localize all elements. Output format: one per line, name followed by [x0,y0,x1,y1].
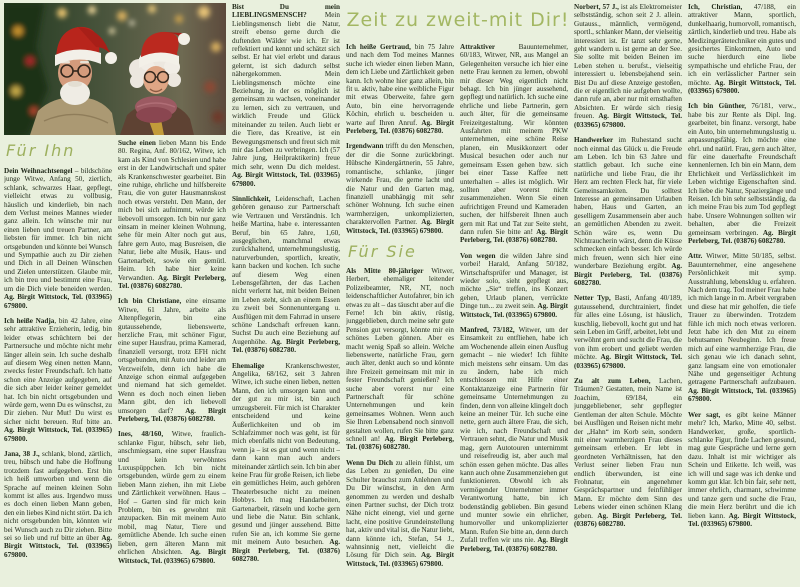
classified-ad: Norbert, 57 J., ist als Elektromeister selbstständig, schon seit 2 J. allein. Gutauss., männlich, vermögend, sportl., schlanker Mann, der vielseitig interessiert ist. Er tanzt sehr gerne, geht wandern u. ist gerne an der See. Sie sollte mit beiden Beinen im Leben stehen u. berufst., vielseitig interessiert u. lebensbejahend sein. Bist Du auf diese Anzeige gestoßen, die er eigentlich nie aufgeben wollte, dann rufe an, aber nur mit ernsthaften Absichten. Er würde sich riesig freuen. Ag. Birgit Wittstock, Tel. (033965) 679800. [574,3,682,129]
ad-lead: Als Mitte 80-jähriger [346,266,424,275]
column-5 [460,3,568,584]
classified-ad: Ich, Christian, 47/188, ein attraktiver Mann, sportlich, dunkelhaarig, humorvoll, romantisch, zärtlich, kinderlieb und treu. Habe als Medizingerätetechniker ein gutes und gesichertes Einkommen, Auto und suche hierdurch eine liebe sympathische und ehrliche Frau, der ich ein verlässlicher Partner sein möchte. Ag. Birgit Wittstock, Tel. (033965) 679800. [688,3,796,96]
ad-agency-contact: Ag. Birgit Wittstock, Tel. (033965) 679800. [346,551,454,568]
ad-lead: Wenn Du Dich [346,458,393,467]
classified-ad: Ich heiße Gertraud, bin 75 Jahre und nach dem Tod meines Mannes suche ich wieder einen lieben Mann, dem ich Liebe und Zärtlichkeit geben kann. Ich wohne hier ganz allein, bin fit u. aktiv, habe eine weibliche Figur mit etwas Oberweite, fahre gern Auto, bin eine hervorragende Köchin, ehrlich u. bescheiden u. warte auf Ihren Anruf. Ag. Birgit Perleberg, Tel. (03876) 6082780. [346,43,454,136]
ad-agency-contact: Ag. Birgit Perleberg, Tel. (03876) 6082780. [688,228,796,245]
ad-agency-contact: Ag. Birgit Wittstock, Tel. (033965) 679800. [4,293,112,310]
classified-ad: Wenn Du Dich zu allein fühlst, um das Leben zu genießen, Du eine Schulter brauchst zum Anlehnen und Du Dir wünschst, in den Arm genommen zu werden und deshalb einen Partner suchst, der Dich trotz Nähe nicht einengt, viel und gerne lacht, eine positive Grundeinstellung hat, aktiv und vital ist, die Natur liebt, dann könnte ich, Stefan, 54 J., wahnsinnig nett, vielleicht die Lösung für Dich sein. Ag. Birgit Wittstock, Tel. (033965) 679800. [346,458,454,568]
classified-ad: Irgendwann trifft du den Menschen, der dir die Sonne zurückbringt. Hübsche Kindergärtnerin, 55 Jahre, romantische, schlanke, jünger wirkende Frau, die gerne lacht und die Natur und den Garten mag, finanziell unabhängig mit sehr schöner Wohnung. Ich suche einen warmherzigen, unkomplizierten, charaktervollen Partner. Ag. Birgit Wittstock, Tel. (033965) 679800. [346,142,454,235]
ad-lead: Manfred, 73/182, [460,326,515,334]
ad-lead: Wer sagt, [688,410,721,419]
ad-agency-contact: Ag. Birgit Wittstock, Tel. (033965) 679800. [346,218,454,235]
classified-ad: Ich heiße Nadja, bin 42 Jahre, eine sehr attraktive Erzieherin, ledig, bin leider etwas schüchtern bei der Partnersuche und möchte nicht mehr länger allein sein. Ich suche deshalb auf diesem Weg einen netten Mann, zwecks fester Freundschaft. Ich hatte schon eine Anzeige aufgegeben, auf die sich aber leider keiner gemeldet hat. Ich bin nicht ortsgebunden und würde gern, wenn Du es wünschst, zu Dir ziehen. Nur Mut! Du wirst es sicher nicht bereuen. Ruf bitte an. Ag. Birgit Wittstock, Tel. (033965) 679800. [4,316,112,443]
column-6 [574,3,682,584]
page-title: Zeit zu zweit-mit Dir! [346,9,570,31]
classified-ad: Bist Du mein LIEBLINGSMENSCH? Mein Lieblingsmensch liebt die Natur, streift ebenso gerne durch die duftenden Wälder wie ich. Er ist reflektiert und kennt und schätzt sich selbst. Er hat viel erlebt und daraus gelernt, ist sich dadurch selbst nähergekommen. Mein Lieblingsmensch möchte eine Beziehung, in der es möglich ist gemeinsam zu wachsen, voneinander zu lernen, sich zu vertrauen, und wirklich Freude und Glück miteinander zu teilen. Auch liebt er die Tiere, das Kreative, ist ein Bewegungsmensch und freut sich mit mir das Leben zu verbringen. Ich (57 Jahre jung, Heilpraktikerin) freue mich sehr, wenn Du dich meldest. Ag. Birgit Wittstock, Tel. (033965) 679800. [232,3,340,188]
ad-lead: Jana, 38 J., [4,450,40,458]
ad-lead: Handwerker [574,136,614,145]
ad-agency-contact: Ag. Birgit Perleberg, Tel. (03876) 6082780. [346,435,454,452]
ad-agency-contact: Ag. Birgit Wittstock, Tel. (033965) 679800. [4,426,112,443]
column-4 [346,3,454,584]
ad-agency-contact: Ag. Birgit Wittstock, Tel. (033965) 679800. [574,353,682,370]
ad-lead: Sinnlichkeit, [232,194,271,203]
ad-agency-contact: Ag. Birgit Wittstock, Tel. (033965) 679800. [688,78,796,96]
ad-agency-contact: Ag. Birgit Perleberg, Tel. (03876) 6082780. [574,511,682,528]
classified-ad: Handwerker im Ruhestand sucht noch einmal das Glück u. die Freude am Leben. Ich bin 63 Jahre und stattlich gebaut. Ich suche eine natürliche und liebe Frau, die ihr Herz am rechten Fleck hat, für viele Gemeinsamkeiten. Du solltest Interesse an gemeinsamen Urlauben haben, Haus und Garten, an geselligem Zusammensein aber auch an gemütlichen Abenden zu zweit. Schön wäre es, wenn Du Nichtraucherin wärst, denn die Küsse schmecken einfach besser. Ich würde mich freuen, wenn sich hier eine wunderbare Beziehung ergibt. Ag. Birgit Perleberg, Tel. (03876) 6082780. [574,136,682,287]
classified-ad: Ehemalige Krankenschwester, Angelika, 68/162, seit 3 Jahren Witwe, ich suche einen lieben, netten Mann, den ich umsorgen kann und der gut zu mir ist, bin auch umzugsbereit. Für mich ist Charakter entscheidend und keine Äußerlichkeiten und ob im Schlafzimmer noch was geht, ist für mich ebenfalls nicht von Bedeutung, wenn ja – ist es gut und wenn nicht – dann kann man auch anders miteinander zärtlich sein. Ich bin aber keine Frau für große Reisen, ich liebe ein gemütliches Heim, auch gehören Theaterbesuche nicht zu meinen Hobbys. Ich mag Handarbeiten, Gartenarbeit, rätseln und koche gern und liebe die Natur. Bin schlank, gesund und jünger aussehend. Bitte rufen Sie an, ich komme Sie gerne mit meinem Auto besuchen. Ag. Birgit Perleberg, Tel. (03876) 6082780. [232,361,340,563]
ad-agency-contact: Ag. Birgit Wittstock, Tel. (033965) 679800. [232,171,340,188]
ad-lead: Attr. [688,252,703,261]
classified-ad: Ich bin Günther, 76/181, verw., habe bis zur Rente als Dipl. Ing. gearbeitet, bin finanz. versorgt, habe ein Auto, bin unternehmungslustig u. anpassungsfähig. Ich möchte eine ehrl. und natürl. Frau, gern auch älter, für eine dauerhafte Freundschaft kennenlernen. Ich bin ein Mann, dem Ehrlichkeit und Verlässlichkeit im Leben wichtige Eigenschaften sind. Ich liebe die Natur, Spaziergänge und Reisen. Ich bin sehr selbstständig, da ich meine Frau bis zum Tod gepflegt habe. Unsere Wohnungen sollten wir behalten, aber die Freizeit gemeinsam verbringen. Ag. Birgit Perleberg, Tel. (03876) 6082780. [688,102,796,245]
ad-lead: Bist Du mein LIEBLINGSMENSCH? [232,3,340,20]
ad-agency-contact: Ag. Birgit Wittstock, Tel. (033965) 679800. [460,302,568,319]
classified-ad: Suche einen lieben Mann bis Ende 80. Regina, Anf. 80/162, Witwe, ich kam als Kind von Schlesien und habe erst in der Landwirtschaft und später als Krankenschwester gearbeitet. Bin eine ruhige, ehrliche und hilfsbereite Frau, die von guter Hausmannskost noch etwas versteht. Den Mann, der mich bei sich aufnimmt, würde ich liebevoll umsorgen. Ich bin nur ganz einsam in meiner kleinen Wohnung, sehe für mein Alter noch gut aus, fahre gern Auto, mag Busreisen, die Natur, liebe alte Musik, Haus- und Gartenarbeit, sowie ein gemütl. Heim. Ich habe hier keine Verwandten. Ag. Birgit Perleberg, Tel. (03876) 6082780. [118,139,226,290]
section-header: Für Sie [348,241,417,261]
ad-lead: Ich bin Günther, [688,102,747,111]
classified-ad: Manfred, 73/182, Witwer, um der Einsamkeit zu entfliehen, habe ich am Wochenende allein einen Ausflug gemacht – nie wieder! Ich fühlte mich meistens sehr einsam. Um das zu ändern, habe ich mich entschlossen mit Hilfe einer Kontaktanzeige eine Partnerin für gemeinsame Unternehmungen zu finden, denn von alleine klingelt doch keine an meiner Tür. Ich suche eine nette, gern auch ältere Frau, die sich, wie ich, nach Freundschaft und Vertrauen sehnt, die Natur und Musik mag, gern Autotouren unternimmt und reisefreudig ist, aber auch mal schön essen gehen möchte. Das alles kann auch ohne Zusammenziehen gut funktionieren. Obwohl ich als vermögender Unternehmer immer Verantwortung hatte, bin ich bodenständig geblieben. Bin gesund und munter sowie ein ehrlicher, humorvoller und unkomplizierter Mann. Rufen Sie bitte an, denn durch Zufall treffen wir uns nie. Ag. Birgit Perleberg, Tel. (03876) 6082780. [460,326,568,553]
ad-agency-contact: Ag. Birgit Wittstock, Tel. (033965) 679800. [118,548,226,565]
classified-ad: Von wegen die wilden Jahre sind vorbei! Harald, Anfang 50/182, Wirtschaftsprüfer und Manager, ist wieder solo, sieht gepflegt aus, möchte „Sie“ treffen, ins Konzert gehen, Urlaub planen, verrückte Dinge tun... zu zweit sein. Ag. Birgit Wittstock, Tel. (033965) 679800. [460,251,568,319]
ad-agency-contact: Ag. Birgit Perleberg, Tel. (03876) 6082780. [460,536,568,553]
section-header: Für Ihn [6,141,76,160]
ad-lead: Suche einen [118,139,156,147]
classified-ad: Sinnlichkeit, Leidenschaft, Lachen gehören genauso zur Partnerschaft wie Vertrauen und Verständnis. Ich heiße Martina, habe e. interessanten Beruf, bin 65 Jahre, 1,60, ausgeglichen, manchmal etwas zurückhaltend, unternehmungslustig, naturverbunden, sportlich, kreativ, kann backen und kochen. Ich suche auf diesem Weg einen Lebensgefährten, der das Lachen nicht verlernt hat, mit beiden Beinen im Leben steht, sich an einem Essen zu zweit bei Sonnenuntergang u. Ausflügen mit dem Fahrrad in unsere schöne Landschaft erfreuen kann. Suchst Du auch eine Beziehung auf Augenhöhe. Ag. Birgit Perleberg, Tel. (03876) 6082780. [232,194,340,355]
classified-ad: Jana, 38 J., schlank, blond, zärtlich, treu, hübsch und habe die Hoffnung trotzdem fast aufgegeben. Erst bin ich heiß umworben und wenn die Sprache auf meinen kleinen Sohn kommt ist alles aus. Irgendwo muss es doch einen lieben Mann geben, den ein liebes Kind nicht stört. Da ich nicht ortsgebunden bin, könnten wir bei Wunsch auch zu Dir ziehen. Bitte sei so lieb und ruf bitte an über Ag. Birgit Wittstock, Tel. (033965) 679800. [4,450,112,559]
ad-lead: Netter Typ, [574,294,611,303]
ad-agency-contact: Ag. Birgit Perleberg, Tel. (03876) 6082780. [460,227,568,245]
ad-agency-contact: Ag. Birgit Wittstock, Tel. (033965) 679800. [4,534,112,559]
column-7 [688,3,796,584]
ad-lead: Norbert, 57 J., [574,3,619,11]
ad-lead: Ich, Christian, [688,3,743,11]
ad-lead: Ich heiße Nadja [4,316,55,325]
ad-lead: Zu alt zum Leben, [574,377,651,386]
ad-lead: Irgendwann [346,142,384,151]
ad-lead: Attraktiver [460,43,496,51]
ad-lead: Ines, 48/160, [118,430,164,439]
ad-agency-contact: Ag. Birgit Perleberg, Tel. (03876) 6082780. [232,538,340,563]
ad-agency-contact: Ag. Birgit Perleberg, Tel. (03876) 6082780. [346,118,454,136]
couple-christmas-photo [4,3,226,135]
ad-lead: Ich heiße Gertraud, [346,43,411,51]
classified-ad: Dein Weihnachtsengel – bildschöne junge Witwe, Anfang 50, zierlich, schlank, schwarzes Haar, gepflegt, vielleicht etwas zu vollbusig, häuslich und kinderlieb, bin nach dem Verlust meines Mannes wieder ganz allein. Ich wünsche mir nur einen lieben und treuen Partner, am liebsten für immer. Ich bin nicht ortsgebunden und könnte bei Wunsch und Sympathie auch zu Dir ziehen und Dich in all Deinen Wünschen und Zielen unterstützen. Glaube mir, ich bin treu und bestimmt eine Frau, um die Dich viele beneiden werden. Ag. Birgit Wittstock, Tel. (033965) 679800. [4,167,112,310]
ad-lead: Ehemalige [232,361,265,370]
ad-agency-contact: Ag. Birgit Wittstock, Tel. (033965) 679800. [688,386,796,404]
classified-ad: Attraktiver Bauunternehmer, 60/183, Witwer, NR, aus Mangel an Gelegenheiten versuche ich hier eine nette Frau kennen zu lernen, obwohl mir dieser Weg eigentlich nicht behagt. Ich bin jünger aussehend, gepflegt und natürlich. Ich suche eine ehrliche und liebe Partnerin, gern auch älter, für die gemeinsame Freizeitgestaltung. Wir könnten Ausfahrten mit meinem PKW unternehmen, eine schöne Reise planen, ein Musikkonzert oder Musical besuchen oder auch nur gemeinsam Essen gehen bzw. sich bei einer Tasse Kaffee nett unterhalten – alles ist möglich. Wir sollten aber vorerst nicht zusammenziehen. Wenn Sie einen aufrichtigen Freund und Kameraden suchen, der hilfsbereit Ihnen auch gern mit Rat und Tat zur Seite steht, dann rufen Sie bitte an! Ag. Birgit Perleberg, Tel. (03876) 6082780. [460,43,568,245]
ad-agency-contact: Ag. Birgit Perleberg, Tel. (03876) 6082780. [574,262,682,287]
ad-lead: Von wegen [460,251,496,260]
classified-ad: Netter Typ, Basti, Anfang 40/189, gutaussehend, durchtrainiert, findet für alles eine Lösung, ist häuslich, kuschlig, liebevoll, kocht gut und hat sein Leben im Griff, arbeitet, lebt und verwöhnt gern und sucht die Frau, die von ihm erobert und geliebt werden möchte. Ag. Birgit Wittstock, Tel. (033965) 679800. [574,294,682,370]
classified-ad: Ich bin Christiane, eine einsame Witwe, 61 Jahre, arbeite als Altenpflegerin, bin eine gutaussehende, liebenswerte, herzliche Frau, mit schöner Figur, eine super Hausfrau, prima Kamerad, finanziell versorgt, trotz EFH nicht ortsgebunden, mit Auto und leider am Verzweifeln, denn ich habe die Anzeige schon einmal aufgegeben und niemand hat sich gemeldet. Wenn es doch noch einen lieben Mann gibt, den ich liebevoll umsorgen darf? Ag. Birgit Perleberg, Tel. (03876) 6082780. [118,297,226,423]
classified-ad: Ines, 48/160, Witwe, fraulich-schlanke Figur, hübsch, sehr lieb, anschmiegsam, eine super Hausfrau und kein verwöhntes Luxuspüppchen. Ich bin nicht ortsgebunden, würde gern zu einem lieben Mann ziehen, ihn mit Liebe und Zärtlichkeit verwöhnen. Haus – Hof – Garten sind für mich kein Problem, bin es gewohnt mit anzupacken. Bin mit meinem Auto mobil, mag Natur, Tiere und gemütliche Abende. Ich suche einen lieben, gern älteren Mann mit ehrlichen Absichten. Ag. Birgit Wittstock, Tel. (033965) 679800. [118,430,226,565]
ad-agency-contact: Ag. Birgit Perleberg, Tel. (03876) 6082780. [232,337,340,355]
classified-ad: Attr. Witwer, Mitte 50/185, selbst. Bauunternehmer, eine angesehene Persönlichkeit mit symp. Ausstrahlung, lebensklug u. erfahren. Nach dem trag. Tod meiner Frau habe ich mich lange in m. Arbeit vergraben und diese hat mir geholfen, die tiefe Trauer zu überwinden. Trotzdem fühle ich mich noch etwas verloren. Jetzt habe ich den Mut zu einem behutsamen Neubeginn. Ich freue mich auf eine warmherzige Frau, die sich genau wie ich danach sehnt, ganz langsam eine von emotionaler Nähe und gegenseitiger Achtung getragene Partnerschaft aufzubauen. Ag. Birgit Wittstock, Tel. (033965) 679800. [688,252,796,404]
ad-agency-contact: Ag. Birgit Wittstock, Tel. (033965) 679800. [688,511,796,528]
classified-ad: Zu alt zum Leben, Lachen, Träumen? Gestatten, mein Name ist Joachim, 69/184, ein junggebliebener, sehr gepflegter Gentleman der alten Schule. Möchte bei Ausflügen und Reisen nicht mehr der „Hahn“ im Korb sein, sondern mit einer warmherzigen Frau dieses gemeinsam erleben. Er lebt in geordneten Verhältnissen, hat den Verlust seiner lieben Frau nun endlich überwunden, ist eine Frohnatur, ein angenehmer Gesprächspartner und feinfühliger Mann. Er möchte dem Sinn des Lebens wieder einen schönen Klang geben. Ag. Birgit Perleberg, Tel. (03876) 6082780. [574,377,682,528]
classified-ad: Als Mitte 80-jähriger Witwer, Herbert, ehemaliger leitender Polizeibeamter, NR, NT, noch leidenschaftlicher Autofahrer, bin ich etwas zu alt – das täuscht aber auf die Ferne! Ich bin aktiv, rüstig, junggeblieben, durch meine sehr gute Pension gut versorgt, könnte mir ein schönes Leben gönnen. Aber es macht wenig Spaß so allein. Welche liebenswerte, natürliche Frau, gern auch älter, denkt auch so und könnte ihre Freizeit gemeinsam mit mir in fester Freundschaft genießen? Ich suche aber vorerst nur eine Partnerschaft für schöne Unternehmungen und kein gemeinsames Wohnen. Wenn auch Sie Ihren Lebensabend noch sinnvoll gestalten wollen, rufen Sie bitte ganz schnell an! Ag. Birgit Perleberg, Tel. (03876) 6082780. [346,266,454,452]
ad-agency-contact: Ag. Birgit Perleberg, Tel. (03876) 6082780. [118,273,226,290]
classified-ad: Wer sagt, es gibt keine Männer mehr? Ich, Marko, Mitte 40, selbst. Handwerker, große, sportlich-schlanke Figur, finde Lachen gesund, mag gute Gespräche und lerne gern dazu. Inhalt ist mir wichtiger als Schein und Etikette. Ich weiß, was ich will und sage was ich denke und komm gut klar. Ich bin fair, sehr nett, immer ehrlich, charmant, schwimme und tanze gern und suche die Frau, die mein Herz berührt und die ich lieben kann. Ag. Birgit Wittstock, Tel. (033965) 679800. [688,410,796,528]
ad-agency-contact: Ag. Birgit Perleberg, Tel. (03876) 6082780. [118,406,226,423]
ad-lead: Dein Weihnachtsengel [4,167,73,175]
column-3 [232,3,340,584]
ad-lead: Ich bin Christiane, [118,297,182,306]
ad-agency-contact: Ag. Birgit Wittstock, Tel. (033965) 679800. [574,112,682,129]
